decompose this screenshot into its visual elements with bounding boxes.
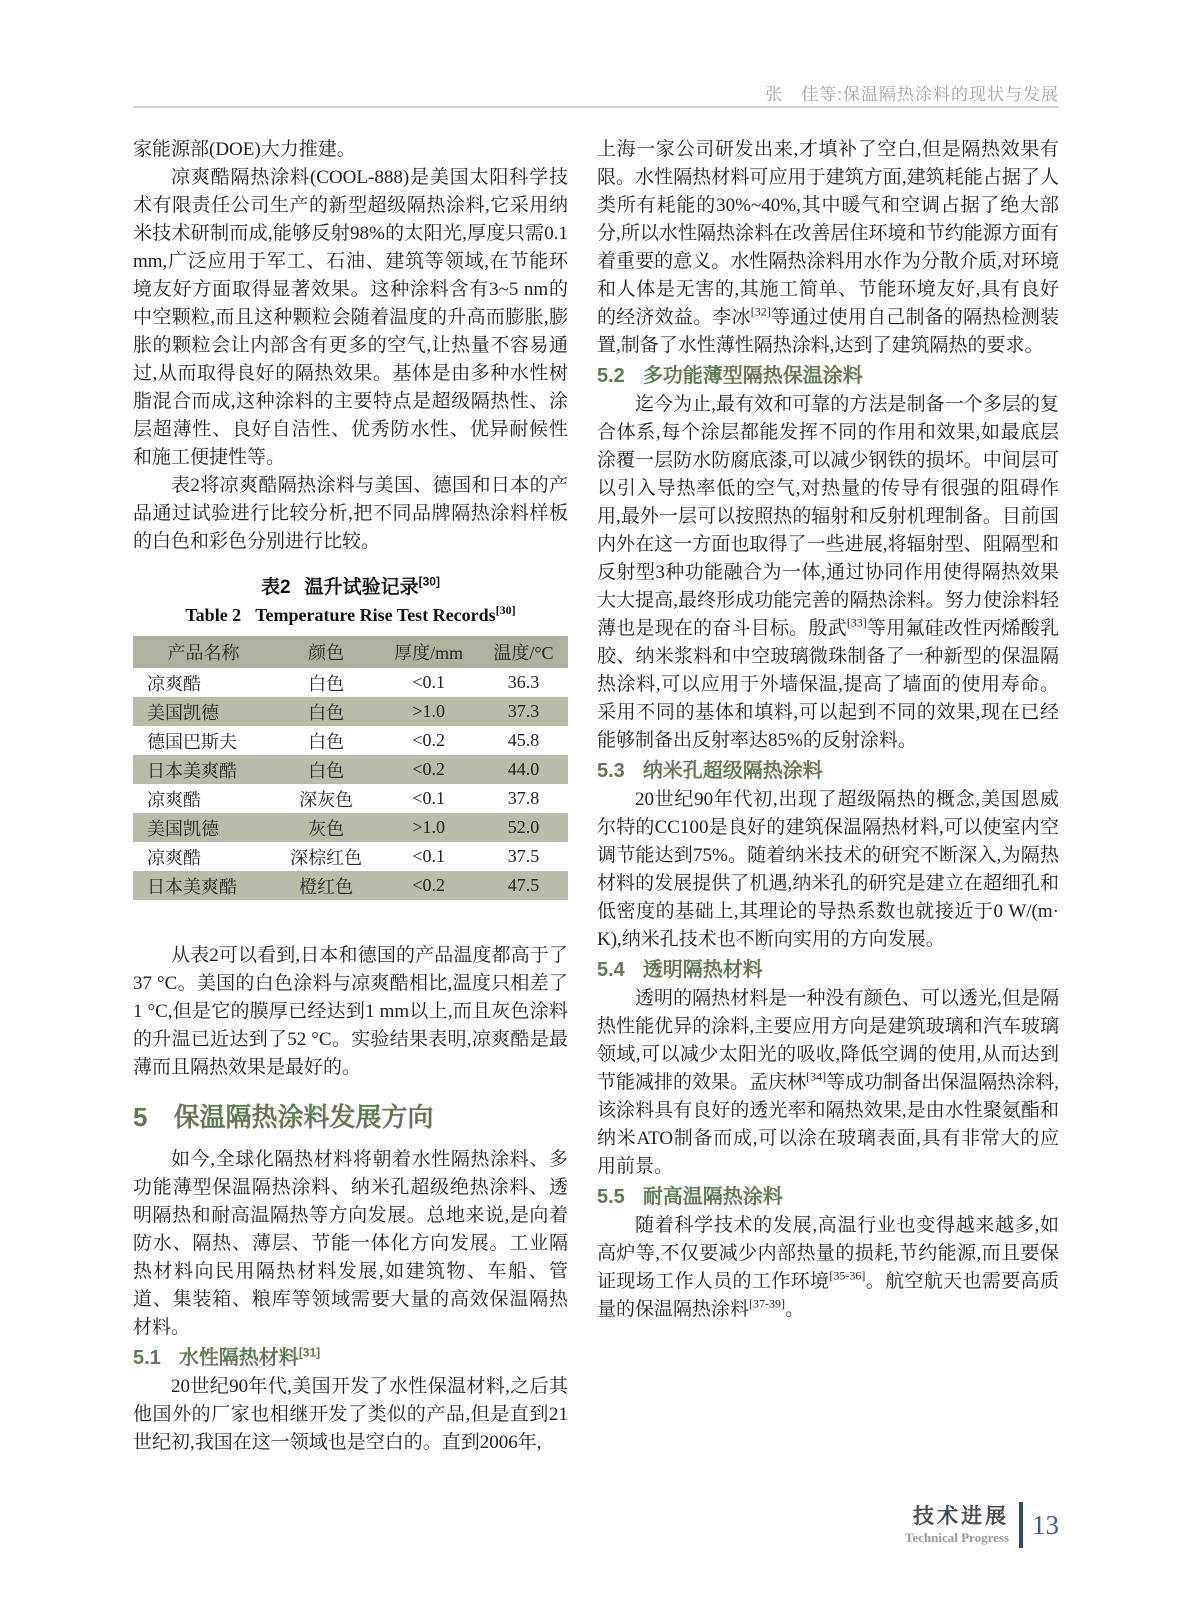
section-title: 透明隔热材料 <box>642 959 763 981</box>
table-row <box>133 697 568 726</box>
table-row <box>133 726 568 755</box>
paragraph: 如今,全球化隔热材料将朝着水性隔热涂料、多功能薄型保温隔热涂料、纳米孔超级绝热涂料、透明隔热和耐高温隔热等方向发展。总地来说,是向着防水、隔热、薄层、节能一体化方向发展。工业隔热材料向民用隔热材料发展,如建筑物、车船、管道、集装箱、粮库等领域需要大量的高效保温隔热材料。 <box>133 1149 568 1338</box>
paragraph: 20世纪90年代,美国开发了水性保温材料,之后其他国外的厂家也相继开发了类似的产品,但是直到21世纪初,我国在这一领域也是空白的。直到2006年, <box>133 1376 568 1453</box>
cell-thickness: <0.2 <box>412 730 445 750</box>
cell-temperature: 45.8 <box>507 730 540 750</box>
citation-ref: [34] <box>806 1069 827 1084</box>
cell-color: 白色 <box>274 697 378 726</box>
section-5-5-heading <box>597 1183 1059 1211</box>
section-number: 5.5 <box>597 1186 625 1208</box>
header-rule <box>133 106 1059 108</box>
section-title: 纳米孔超级隔热涂料 <box>642 760 823 782</box>
cell-temperature: 52.0 <box>479 813 568 842</box>
section-number: 5.4 <box>597 959 625 981</box>
table-body <box>133 668 568 900</box>
paragraph: 凉爽酷隔热涂料(COOL-888)是美国太阳科学技术有限责任公司生产的新型超级隔热涂料,它采用纳米技术研制而成,能够反射98%的太阳光,厚度只需0.1 mm,广泛应用于军工、石油、建筑等领域,在节能环境友好方面取得显著效果。这种涂料含有3~5 nm的中空颗粒,而且这种颗粒会随着温度的升高而膨胀,膨胀的颗粒会让内部含有更多的空气,让热量不容易通过,从而取得良好的隔热效果。基体是由多种水性树脂混合而成,这种涂料的主要特点是超级隔热性、涂层超薄性、良好自洁性、优秀防水性、优异耐候性和施工便捷性等。 <box>133 167 568 468</box>
cell-thickness: >1.0 <box>378 697 479 726</box>
footer-section-en: Technical Progress <box>904 1529 1009 1545</box>
column-header-color: 颜色 <box>274 636 378 668</box>
cell-thickness: <0.2 <box>378 871 479 900</box>
paragraph: 从表2可以看到,日本和德国的产品温度都高于了37 °C。美国的白色涂料与凉爽酷相比,温度只相差了1 °C,但是它的膜厚已经达到1 mm以上,而且灰色涂料的升温已近达到了52 °C。实验结果表明,凉爽酷是最薄而且隔热效果是最好的。 <box>133 945 568 1078</box>
section-number: 5.1 <box>133 1347 161 1369</box>
section-title: 多功能薄型隔热保温涂料 <box>642 365 863 387</box>
cell-temperature: 37.3 <box>479 697 568 726</box>
paragraph: 表2将凉爽酷隔热涂料与美国、德国和日本的产品通过试验进行比较分析,把不同品牌隔热涂料样板的白色和彩色分别进行比较。 <box>133 475 568 552</box>
column-header-thickness: 厚度/mm <box>378 636 479 668</box>
cell-color: 橙红色 <box>274 871 378 900</box>
cell-thickness: <0.1 <box>412 672 445 692</box>
section-number: 5 <box>133 1102 148 1132</box>
section-5-3-heading <box>597 757 1059 785</box>
cell-temperature: 47.5 <box>479 871 568 900</box>
table-row <box>133 871 568 900</box>
table2-title-en <box>133 602 568 628</box>
paragraph: 透明的隔热材料是一种没有颜色、可以透光,但是隔热性能优异的涂料,主要应用方向是建筑玻璃和汽车玻璃领域,可以减少太阳光的吸收,降低空调的使用,从而达到节能减排的效果。孟庆林[34]等成功制备出保温隔热涂料,该涂料具有良好的透光率和隔热效果,是由水性聚氨酯和纳米ATO制备而成,可以涂在玻璃表面,具有非常大的应用前景。 <box>597 988 1059 1177</box>
column-header-product: 产品名称 <box>133 636 274 668</box>
cell-product: 日本美爽酷 <box>133 871 274 900</box>
footer-divider-bar <box>1019 1502 1023 1548</box>
section-5-heading <box>133 1100 568 1134</box>
table2-title-cn <box>133 576 568 600</box>
section-5-1-heading <box>133 1344 568 1372</box>
section-5-2-heading <box>597 362 1059 390</box>
table-row <box>133 842 568 871</box>
citation-ref: [32] <box>750 304 771 319</box>
page-footer <box>905 1502 1059 1548</box>
cell-temperature: 44.0 <box>479 755 568 784</box>
content-columns <box>133 136 1059 1457</box>
paragraph: 20世纪90年代初,出现了超级隔热的概念,美国恩威尔特的CC100是良好的建筑保温隔热材料,可以使室内空调节能达到75%。随着纳米技术的研究不断深入,为隔热材料的发展提供了机遇,纳米孔的研究是建立在超细孔和低密度的基础上,其理论的导热系数也就接近于0 W/(m·K),纳米孔技术也不断向实用的方向发展。 <box>597 789 1059 950</box>
temperature-rise-table <box>133 636 568 900</box>
section-title: 水性隔热材料[31] <box>178 1345 321 1369</box>
cell-product: 美国凯德 <box>133 697 274 726</box>
cell-product: 德国巴斯夫 <box>147 731 237 752</box>
left-column <box>133 136 568 1457</box>
cell-color: 深灰色 <box>299 789 354 810</box>
table-header-row <box>133 636 568 668</box>
cell-temperature: 36.3 <box>507 672 540 692</box>
cell-thickness: <0.1 <box>412 846 445 866</box>
citation-ref: [33] <box>846 615 867 630</box>
cell-product: 凉爽酷 <box>147 847 201 868</box>
paragraph-continuation: 家能源部(DOE)大力推建。 <box>133 139 356 160</box>
cell-thickness: <0.1 <box>412 788 445 808</box>
section-title: 保温隔热涂料发展方向 <box>173 1102 434 1132</box>
table2-label-en: Table 2 <box>185 605 242 625</box>
right-column <box>597 136 1059 1324</box>
citation-ref: [37-39] <box>749 1296 786 1311</box>
cell-product: 凉爽酷 <box>147 673 201 694</box>
running-head: 张 佳等:保温隔热涂料的现状与发展 <box>765 85 1059 104</box>
table-header <box>133 636 568 668</box>
cell-temperature: 37.5 <box>507 846 540 866</box>
cell-product: 凉爽酷 <box>147 789 201 810</box>
cell-color: 白色 <box>274 755 378 784</box>
cell-product: 日本美爽酷 <box>133 755 274 784</box>
section-number: 5.2 <box>597 365 625 387</box>
paragraph: 迄今为止,最有效和可靠的方法是制备一个多层的复合体系,每个涂层都能发挥不同的作用和效果,如最底层涂覆一层防水防腐底漆,可以减少钢铁的损坏。中间层可以引入导热率低的空气,对热量的传导有很强的阻碍作用,最外一层可以按照热的辐射和反射机理制备。目前国内外在这一方面也取得了一些进展,将辐射型、阻隔型和反射型3种功能融合为一体,通过协同作用使得隔热效果大大提高,最终形成功能完善的隔热涂料。努力使涂料轻薄也是现在的奋斗目标。殷武[33]等用氟硅改性丙烯酸乳胶、纳米浆料和中空玻璃微珠制备了一种新型的保温隔热涂料,可以应用于外墙保温,提高了墙面的使用寿命。采用不同的基体和填料,可以起到不同的效果,现在已经能够制备出反射率达85%的反射涂料。 <box>597 394 1059 751</box>
table2-citation-en: [30] <box>495 603 516 617</box>
section-title: 耐高温隔热涂料 <box>642 1186 783 1208</box>
cell-color: 白色 <box>308 731 345 752</box>
cell-temperature: 37.8 <box>507 788 540 808</box>
section-number: 5.3 <box>597 760 625 782</box>
cell-product: 美国凯德 <box>133 813 274 842</box>
table2-label-cn: 表2 <box>261 577 291 598</box>
column-header-temperature: 温度/°C <box>479 636 568 668</box>
table-row <box>133 755 568 784</box>
table2-caption-cn: 温升试验记录 <box>304 577 419 598</box>
cell-color: 深棕红色 <box>290 847 363 868</box>
paragraph: 随着科学技术的发展,高温行业也变得越来越多,如高炉等,不仅要减少内部热量的损耗,节约能源,而且要保证现场工作人员的工作环境[35-36]。航空航天也需要高质量的保温隔热涂料[37-39]。 <box>597 1215 1059 1320</box>
table2-caption-en: Temperature Rise Test Records <box>255 605 496 625</box>
footer-section-cn: 技术进展 <box>913 1504 1009 1528</box>
cell-color: 灰色 <box>274 813 378 842</box>
cell-thickness: <0.2 <box>378 755 479 784</box>
table2-citation: [30] <box>418 574 440 589</box>
citation-ref: [35-36] <box>829 1268 866 1283</box>
table-row <box>133 668 568 697</box>
paragraph-continuation: 上海一家公司研发出来,才填补了空白,但是隔热效果有限。水性隔热材料可应用于建筑方面,建筑耗能占据了人类所有耗能的30%~40%,其中暖气和空调占据了绝大部分,所以水性隔热涂料在改善居住环境和节约能源方面有着重要的意义。水性隔热涂料用水作为分散介质,对环境和人体是无害的,其施工简单、节能环境友好,具有良好的经济效益。李冰[32]等通过使用自己制备的隔热检测装置,制备了水性薄性隔热涂料,达到了建筑隔热的要求。 <box>597 139 1059 356</box>
table-row <box>133 784 568 813</box>
footer-section-labels <box>905 1505 1009 1546</box>
table2-block <box>133 576 568 900</box>
table-row <box>133 813 568 842</box>
cell-color: 白色 <box>308 673 345 694</box>
citation-ref: [31] <box>298 1345 321 1360</box>
cell-thickness: >1.0 <box>378 813 479 842</box>
page-number: 13 <box>1032 1510 1059 1540</box>
section-5-4-heading <box>597 956 1059 984</box>
